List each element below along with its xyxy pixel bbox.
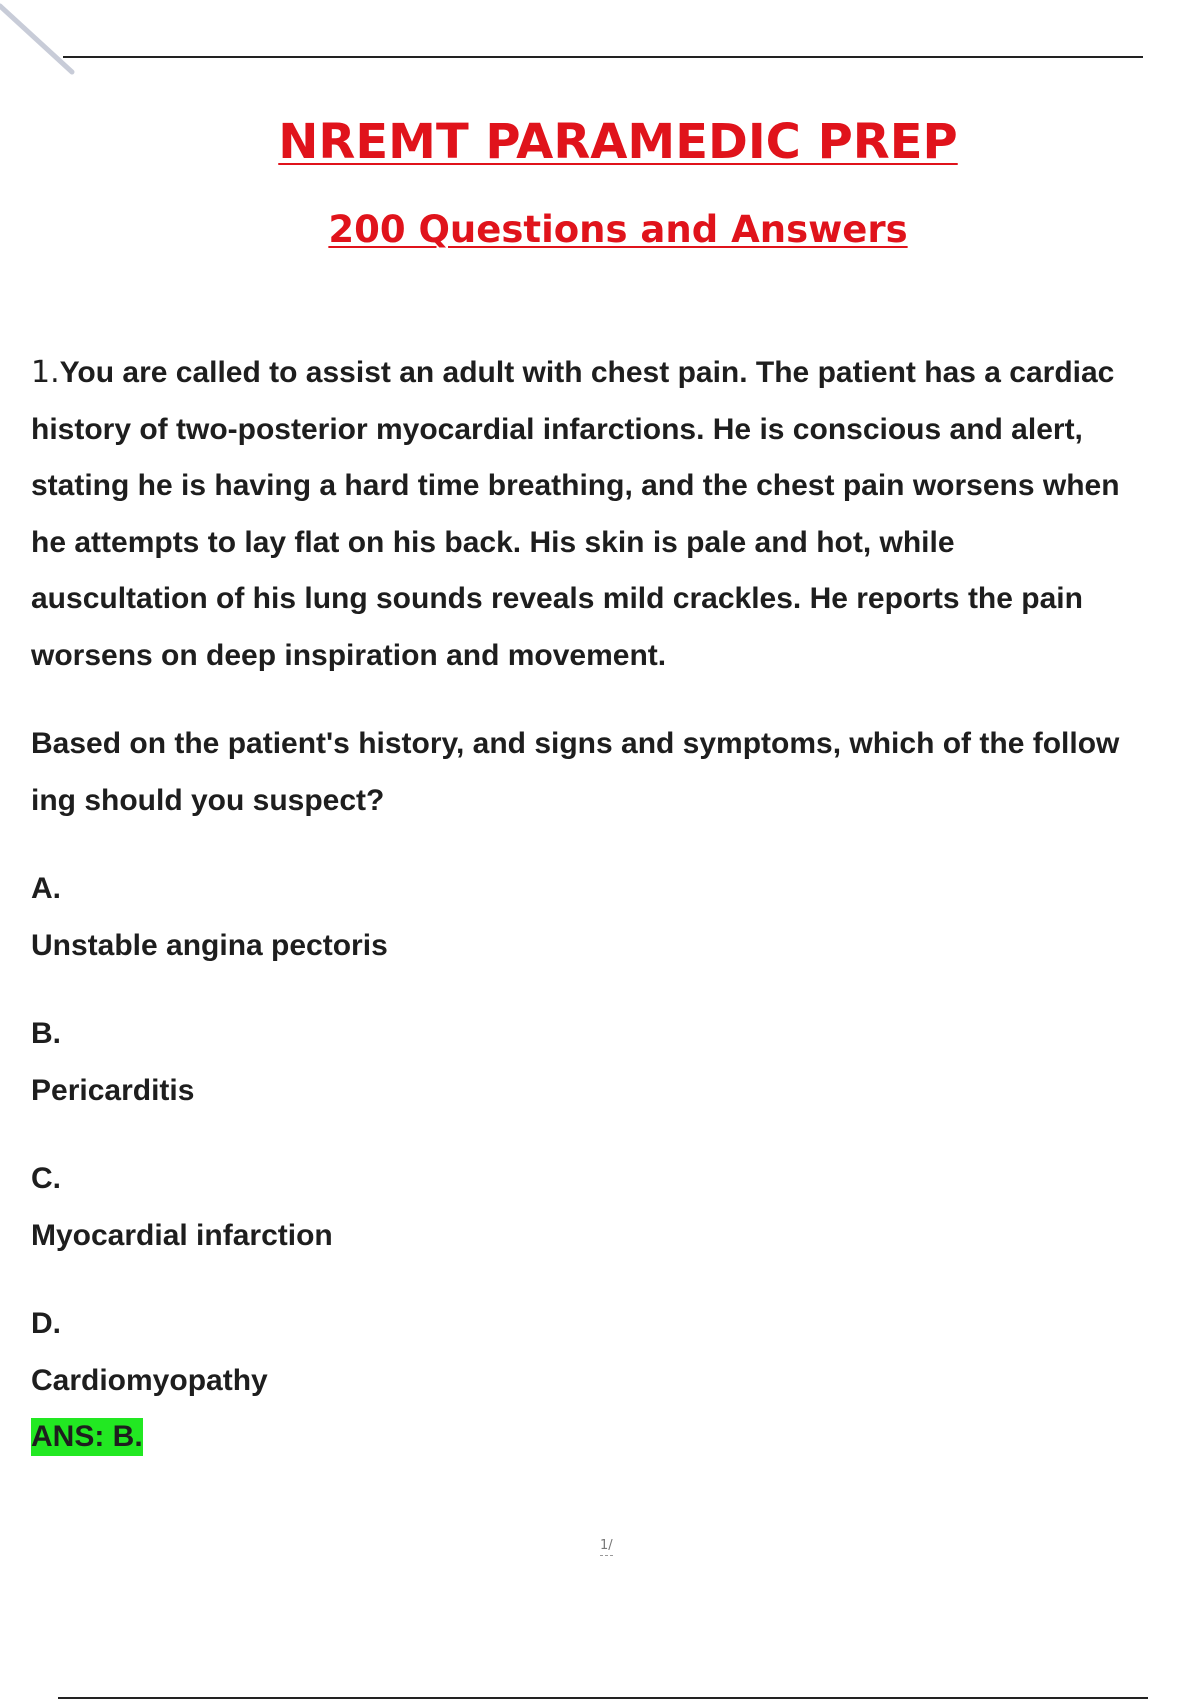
option-text: Cardiomyopathy xyxy=(31,1363,268,1397)
option-d xyxy=(31,1296,1200,1409)
question-prompt-line: ing should you suspect? xyxy=(31,783,385,817)
question-number: 1. xyxy=(31,355,60,390)
corner-fold-mark xyxy=(0,0,80,80)
question-stem-line: history of two-posterior myocardial infarctions. He is conscious and alert, xyxy=(31,412,1083,446)
option-b xyxy=(31,1006,1200,1119)
question-stem-line: he attempts to lay flat on his back. His skin is pale and hot, while xyxy=(31,525,955,559)
option-c xyxy=(31,1151,1200,1264)
option-text: Unstable angina pectoris xyxy=(31,928,388,962)
question-stem-line: 1.You are called to assist an adult with chest pain. The patient has a cardiac xyxy=(31,355,1115,390)
question-prompt-line: Based on the patient's history, and signs and symptoms, which of the follow xyxy=(31,727,1120,760)
top-rule xyxy=(63,56,1143,58)
document-title: NREMT PARAMEDIC PREP xyxy=(278,114,958,170)
page-number: 1/ xyxy=(600,1537,613,1556)
option-text: Pericarditis xyxy=(31,1073,195,1107)
option-text: Myocardial infarction xyxy=(31,1218,333,1252)
option-letter: C. xyxy=(31,1162,61,1195)
question-stem-line: worsens on deep inspiration and movement. xyxy=(31,638,667,672)
answer-key: ANS: B. xyxy=(31,1418,143,1456)
question-stem-line: stating he is having a hard time breathing, and the chest pain worsens when xyxy=(31,469,1120,502)
question-block xyxy=(31,345,1200,1466)
option-letter: A. xyxy=(31,872,61,905)
option-letter: D. xyxy=(31,1307,61,1340)
document-subtitle: 200 Questions and Answers xyxy=(328,208,908,251)
option-letter: B. xyxy=(31,1017,61,1050)
option-a xyxy=(31,861,1200,974)
bottom-rule xyxy=(58,1697,1148,1699)
question-stem-line: auscultation of his lung sounds reveals mild crackles. He reports the pain xyxy=(31,582,1083,615)
